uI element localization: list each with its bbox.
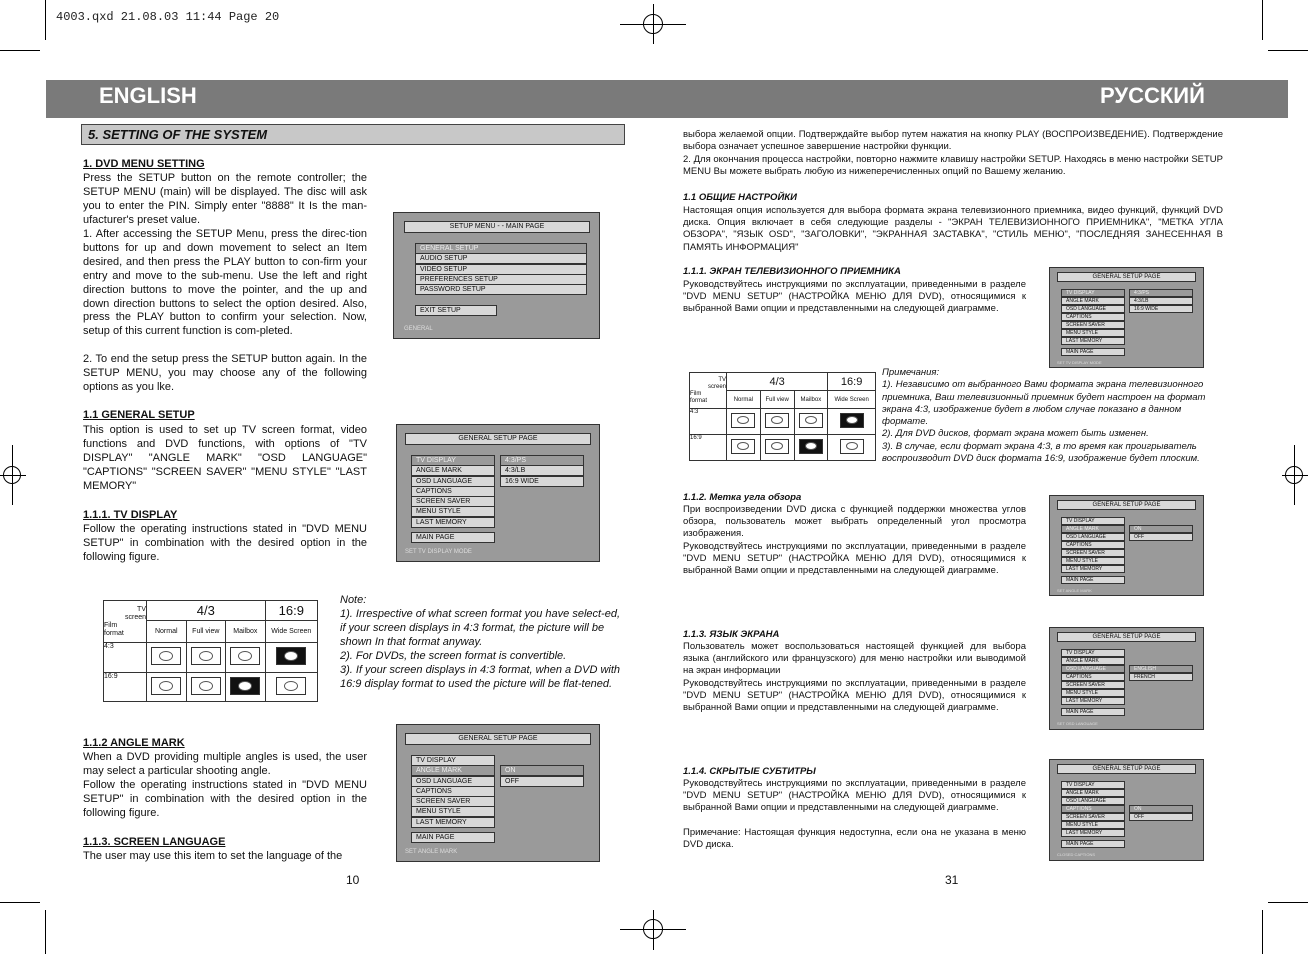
ru-general-setup-lang-screen <box>1049 627 1204 730</box>
option-4-3-ps[interactable]: 4:3/PS <box>1129 289 1193 297</box>
screen-title: GENERAL SETUP PAGE <box>1057 632 1196 642</box>
note-2: 2). For DVDs, the screen format is convertible. <box>340 650 567 662</box>
ru-paragraph-lang-1: Пользователь может воспользоваться настоящей функцией для выбора языка (английского или французского) для меню настройки или выводимой на экран информации <box>683 641 1026 677</box>
row-16-9: 16:9 <box>104 672 147 702</box>
note-title: Note: <box>340 594 367 606</box>
menu-item-exit-setup[interactable]: EXIT SETUP <box>415 305 497 316</box>
tv-icon <box>147 643 187 673</box>
menu-item-last-memory[interactable]: LAST MEMORY <box>411 517 495 528</box>
menu-item-menu-style[interactable]: MENU STYLE <box>411 506 495 517</box>
menu-item-captions[interactable]: CAPTIONS <box>1061 313 1125 321</box>
format-table-corner <box>104 601 147 643</box>
row-16-9: 16:9 <box>690 435 727 461</box>
menu-item-tv-display[interactable]: TV DISPLAY <box>411 755 495 766</box>
menu-item-main-page[interactable]: MAIN PAGE <box>1061 576 1125 584</box>
general-setup-tv-screen <box>396 424 600 562</box>
screen-status: SET TV DISPLAY MODE <box>1057 360 1102 365</box>
paragraph-angle-2: Follow the operating instructions stated in "DVD MENU SETUP" in combination with the desired option in the following figure. <box>83 779 367 819</box>
menu-item-angle-mark[interactable]: ANGLE MARK <box>411 765 495 776</box>
ru-paragraph-angle-1: При воспроизведении DVD диска с функцией поддержки множества углов обзора, пользователь может выбрать определенный угол просмотра изображения. <box>683 504 1026 540</box>
ru-note-3: 3). В случае, если формат экрана 4:3, в то время как проигрыватель воспроизводит DVD диск формата 16:9, изображение будет плоским. <box>882 440 1200 465</box>
menu-item-captions[interactable]: CAPTIONS <box>1061 673 1125 681</box>
option-on[interactable]: ON <box>1129 805 1193 813</box>
ru-heading-lang: 1.1.3. ЯЗЫК ЭКРАНА <box>683 629 780 640</box>
screen-title: GENERAL SETUP PAGE <box>1057 500 1196 510</box>
menu-item-angle-mark[interactable]: ANGLE MARK <box>1061 657 1125 665</box>
menu-item-osd-language[interactable]: OSD LANGUAGE <box>1061 305 1125 313</box>
general-setup-angle-screen <box>396 724 600 862</box>
tv-icon <box>727 435 761 461</box>
menu-item-screen-saver[interactable]: SCREEN SAVER <box>1061 549 1125 557</box>
ru-note-1: 1). Независимо от выбранного Вами формата экрана телевизионного приемника, Ваш телевизионный приемник будет настроен на формат экрана 4:3, изображение будет в любом случае показано в данном формате. <box>882 379 1206 428</box>
option-4-3-lb[interactable]: 4:3/LB <box>1129 297 1193 305</box>
ru-paragraph-angle-2: Руководствуйтесь инструкциями по эксплуатации, приведенными в разделе "DVD MENU SETUP" (НАСТРОЙКА МЕНЮ ДЛЯ DVD), относящимися к выбранной Вами опции и представленными на следующей диаграмме. <box>683 541 1026 577</box>
option-off[interactable]: OFF <box>1129 533 1193 541</box>
label-screen: screen <box>707 383 726 390</box>
label-film: Film <box>104 621 118 629</box>
tv-icon <box>265 643 317 673</box>
col-4-3: 4/3 <box>147 601 266 621</box>
col-full-view: Full view <box>760 391 794 409</box>
menu-item-last-memory[interactable]: LAST MEMORY <box>1061 337 1125 345</box>
screen-status: SET OSD LANGUAGE <box>1057 721 1098 726</box>
tv-icon <box>794 409 828 435</box>
setup-menu-screen <box>393 212 600 339</box>
menu-item-preferences-setup[interactable]: PREFERENCES SETUP <box>415 274 587 285</box>
menu-item-tv-display[interactable]: TV DISPLAY <box>1061 649 1125 657</box>
paragraph-tv-display: Follow the operating instructions stated in "DVD MENU SETUP" in combination with the desired option in the following figure. <box>83 523 367 563</box>
english-heading: ENGLISH <box>99 83 197 108</box>
ru-paragraph-lang-2: Руководствуйтесь инструкциями по эксплуатации, приведенными в разделе "DVD MENU SETUP" (НАСТРОЙКА МЕНЮ ДЛЯ DVD), относящимися к выбранной Вами опции и представленными на следующей диаграмме. <box>683 678 1026 714</box>
menu-item-last-memory[interactable]: LAST MEMORY <box>411 817 495 828</box>
screen-status: SET ANGLE MARK <box>1057 588 1092 593</box>
screen-title: GENERAL SETUP PAGE <box>405 433 591 445</box>
option-off[interactable]: OFF <box>1129 813 1193 821</box>
ru-note-title: Примечания: <box>882 367 940 378</box>
ru-heading-general: 1.1 ОБЩИЕ НАСТРОЙКИ <box>683 192 797 203</box>
ru-paragraph-general: Настоящая опция используется для выбора формата экрана телевизионного приемника, видео функций, функций DVD диска. Опция включает в себя следующие разделы - "ЭКРАН ТЕЛЕВИЗИОННОГО ПРИЕМНИКА", "МЕТКА УГЛА ОБЗОРА", "ЯЗЫК OSD", "ЗАГОЛОВКИ", "ЭКРАННАЯ ЗАСТАВКА", "СТИЛЬ МЕНЮ", "ПОСЛЕДНЯЯ ЗАНЕСЕННАЯ В ПАМЯТЬ ИНФОРМАЦИЯ" <box>683 205 1223 253</box>
menu-item-angle-mark[interactable]: ANGLE MARK <box>1061 789 1125 797</box>
menu-item-main-page[interactable]: MAIN PAGE <box>1061 348 1125 356</box>
heading-tv-display: 1.1.1. TV DISPLAY <box>83 509 178 521</box>
row-4-3: 4:3 <box>690 409 727 435</box>
ru-general-setup-angle-screen <box>1049 495 1204 596</box>
col-16-9: 16:9 <box>265 601 317 621</box>
heading-angle-mark: 1.1.2 ANGLE MARK <box>83 737 185 749</box>
paragraph-angle-1: When a DVD providing multiple angles is used, the user may select a particular shooting angle. <box>83 751 367 777</box>
heading-dvd-menu-setting: 1. DVD MENU SETTING <box>83 158 205 170</box>
label-format: format <box>104 629 124 637</box>
menu-item-tv-display[interactable]: TV DISPLAY <box>411 455 495 466</box>
paragraph-dvd-menu: Press the SETUP button on the remote controller; the SETUP MENU (main) will be displayed. The disc will ask you to enter the PIN. Simply enter "8888" It Is the man-ufacturer's preset value. <box>83 172 367 226</box>
russian-heading: РУССКИЙ <box>1100 83 1205 108</box>
menu-item-screen-saver[interactable]: SCREEN SAVER <box>1061 321 1125 329</box>
option-4-3-ps[interactable]: 4:3/PS <box>500 455 584 466</box>
col-mailbox: Mailbox <box>226 621 266 643</box>
tv-icon <box>226 672 266 702</box>
tv-icon <box>265 672 317 702</box>
ru-intro-1: выбора желаемой опции. Подтверждайте выбор путем нажатия на кнопку PLAY (ВОСПРОИЗВЕДЕНИЕ). Подтверждение выбора означает успешное завершение настройки функции. <box>683 129 1223 153</box>
label-film: Film <box>690 390 702 397</box>
menu-item-screen-saver[interactable]: SCREEN SAVER <box>1061 813 1125 821</box>
tv-icon <box>147 672 187 702</box>
menu-item-last-memory[interactable]: LAST MEMORY <box>1061 829 1125 837</box>
menu-item-video-setup[interactable]: VIDEO SETUP <box>415 264 587 275</box>
ru-paragraph-subs-2: Примечание: Настоящая функция недоступна, если она не указана в меню DVD диска. <box>683 827 1026 851</box>
screen-status: SET TV DISPLAY MODE <box>405 549 472 555</box>
menu-item-tv-display[interactable]: TV DISPLAY <box>1061 781 1125 789</box>
paragraph-general-setup: This option is used to set up TV screen format, video functions and DVD functions, with options of "TV DISPLAY" "ANGLE MARK" "OSD LANGUAGE" "CAPTIONS" "SCREEN SAVER" "MENU STYLE" "LAST MEMORY" <box>83 424 367 492</box>
page-number-right: 31 <box>945 873 959 887</box>
menu-item-screen-saver[interactable]: SCREEN SAVER <box>411 796 495 807</box>
note-block <box>340 593 624 691</box>
menu-item-captions[interactable]: CAPTIONS <box>1061 541 1125 549</box>
screen-status: SET ANGLE MARK <box>405 849 458 855</box>
option-16-9-wide[interactable]: 16:9 WIDE <box>500 476 584 487</box>
option-on[interactable]: ON <box>500 765 584 776</box>
menu-item-tv-display[interactable]: TV DISPLAY <box>1061 517 1125 525</box>
paragraph-step-2: 2. To end the setup press the SETUP button again. In the SETUP MENU, you may choose any of the following options as you lke. <box>83 353 367 393</box>
format-table-corner <box>690 373 727 409</box>
heading-general-setup: 1.1 GENERAL SETUP <box>83 409 195 421</box>
menu-item-main-page[interactable]: MAIN PAGE <box>1061 708 1125 716</box>
option-16-9-wide[interactable]: 16:9 WIDE <box>1129 305 1193 313</box>
menu-item-screen-saver[interactable]: SCREEN SAVER <box>411 496 495 507</box>
menu-item-captions[interactable]: CAPTIONS <box>411 786 495 797</box>
menu-item-main-page[interactable]: MAIN PAGE <box>1061 840 1125 848</box>
option-4-3-lb[interactable]: 4:3/LB <box>500 465 584 476</box>
ru-screen-format-table <box>689 372 876 461</box>
menu-item-tv-display[interactable]: TV DISPLAY <box>1061 289 1125 297</box>
paragraph-screen-language: The user may use this item to set the language of the <box>83 850 343 862</box>
menu-item-osd-language[interactable]: OSD LANGUAGE <box>411 476 495 487</box>
ru-heading-tv: 1.1.1. ЭКРАН ТЕЛЕВИЗИОННОГО ПРИЕМНИКА <box>683 266 901 277</box>
ru-general-setup-tv-screen <box>1049 267 1204 368</box>
screen-title: GENERAL SETUP PAGE <box>1057 272 1196 282</box>
menu-item-menu-style[interactable]: MENU STYLE <box>1061 689 1125 697</box>
row-4-3: 4:3 <box>104 643 147 673</box>
ru-heading-subs: 1.1.4. СКРЫТЫЕ СУБТИТРЫ <box>683 766 816 777</box>
col-full-view: Full view <box>186 621 226 643</box>
col-normal: Normal <box>727 391 761 409</box>
screen-title: GENERAL SETUP PAGE <box>405 733 591 745</box>
col-16-9: 16:9 <box>828 373 876 391</box>
screen-title: SETUP MENU - - MAIN PAGE <box>404 221 590 233</box>
ru-intro-2: 2. Для окончания процесса настройки, повторно нажмите клавишу настройки SETUP. Находясь в меню настройки SETUP MENU Вы можете выбрать любую из нижеперечисленных опций по Вашему желанию. <box>683 154 1223 178</box>
tv-icon <box>760 409 794 435</box>
screen-format-table <box>103 600 318 702</box>
tv-icon <box>727 409 761 435</box>
menu-item-password-setup[interactable]: PASSWORD SETUP <box>415 284 587 295</box>
menu-item-captions[interactable]: CAPTIONS <box>1061 805 1125 813</box>
screen-status: CLOSED CAPTIONS <box>1057 852 1096 857</box>
ru-general-setup-captions-screen <box>1049 759 1204 861</box>
menu-item-angle-mark[interactable]: ANGLE MARK <box>1061 525 1125 533</box>
option-off[interactable]: OFF <box>500 776 584 787</box>
menu-item-last-memory[interactable]: LAST MEMORY <box>1061 697 1125 705</box>
ru-paragraph-subs-1: Руководствуйтесь инструкциями по эксплуатации, приведенными в разделе "DVD MENU SETUP" (НАСТРОЙКА МЕНЮ ДЛЯ DVD), относящимися к выбранной Вами опции и представленными на следующей диаграмме. <box>683 778 1026 814</box>
screen-title: GENERAL SETUP PAGE <box>1057 764 1196 774</box>
menu-item-screen-saver[interactable]: SCREEN SAVER <box>1061 681 1125 689</box>
file-slug: 4003.qxd 21.08.03 11:44 Page 20 <box>56 10 280 24</box>
option-on[interactable]: ON <box>1129 525 1193 533</box>
col-wide-screen: Wide Screen <box>828 391 876 409</box>
menu-item-main-page[interactable]: MAIN PAGE <box>411 532 495 543</box>
menu-item-osd-language[interactable]: OSD LANGUAGE <box>411 776 495 787</box>
menu-item-general-setup[interactable]: GENERAL SETUP <box>415 243 587 254</box>
option-french[interactable]: FRENCH <box>1129 673 1193 681</box>
menu-item-last-memory[interactable]: LAST MEMORY <box>1061 565 1125 573</box>
ru-note-block <box>882 367 1223 465</box>
paragraph-step-1: 1. After accessing the SETUP Menu, press the direc-tion buttons for up and down movement to select an Item desired, and then press the PLAY button to con-firm your entry and move to the sub-menu. Use the left and right direction buttons to move the pointer, and the up and down direction buttons to select the option desired. Also, press the PLAY button to confirm your selection. Now, setup of this current function is com-pleted. <box>83 228 367 338</box>
tv-icon <box>828 435 876 461</box>
label-tv: TV <box>137 605 146 613</box>
label-tv: TV <box>718 376 726 383</box>
tv-icon <box>226 643 266 673</box>
menu-item-audio-setup[interactable]: AUDIO SETUP <box>415 253 587 264</box>
col-mailbox: Mailbox <box>794 391 828 409</box>
menu-item-angle-mark[interactable]: ANGLE MARK <box>411 465 495 476</box>
option-english[interactable]: ENGLISH <box>1129 665 1193 673</box>
label-format: format <box>690 397 708 404</box>
menu-item-osd-language[interactable]: OSD LANGUAGE <box>1061 533 1125 541</box>
menu-item-main-page[interactable]: MAIN PAGE <box>411 832 495 843</box>
section-title: 5. SETTING OF THE SYSTEM <box>81 124 625 145</box>
menu-item-menu-style[interactable]: MENU STYLE <box>1061 557 1125 565</box>
tv-icon <box>828 409 876 435</box>
menu-item-osd-language[interactable]: OSD LANGUAGE <box>1061 797 1125 805</box>
tv-icon <box>760 435 794 461</box>
page-number-left: 10 <box>346 873 360 887</box>
menu-item-menu-style[interactable]: MENU STYLE <box>1061 821 1125 829</box>
ru-paragraph-tv: Руководствуйтесь инструкциями по эксплуатации, приведенными в разделе "DVD MENU SETUP" (НАСТРОЙКА МЕНЮ ДЛЯ DVD), относящимися к выбранной Вами опции и представленными на следующей диаграмме. <box>683 279 1026 315</box>
note-3: 3). If your screen displays in 4:3 format, when a DVD with 16:9 display format to used the picture will be flat-tened. <box>340 664 621 690</box>
col-normal: Normal <box>147 621 187 643</box>
ru-heading-angle: 1.1.2. Метка угла обзора <box>683 492 802 503</box>
menu-item-menu-style[interactable]: MENU STYLE <box>1061 329 1125 337</box>
screen-status: GENERAL <box>404 326 433 332</box>
menu-item-menu-style[interactable]: MENU STYLE <box>411 806 495 817</box>
col-wide-screen: Wide Screen <box>265 621 317 643</box>
ru-note-2: 2). Для DVD дисков, формат экрана может быть изменен. <box>882 428 1149 440</box>
menu-item-osd-language[interactable]: OSD LANGUAGE <box>1061 665 1125 673</box>
label-screen: screen <box>124 613 146 621</box>
col-4-3: 4/3 <box>727 373 828 391</box>
tv-icon <box>794 435 828 461</box>
tv-icon <box>186 643 226 673</box>
menu-item-angle-mark[interactable]: ANGLE MARK <box>1061 297 1125 305</box>
heading-screen-language: 1.1.3. SCREEN LANGUAGE <box>83 836 226 848</box>
tv-icon <box>186 672 226 702</box>
menu-item-captions[interactable]: CAPTIONS <box>411 486 495 497</box>
note-1: 1). Irrespective of what screen format you have select-ed, if your screen displays in 4:3 format, the picture will be shown In that format anyway. <box>340 608 621 648</box>
